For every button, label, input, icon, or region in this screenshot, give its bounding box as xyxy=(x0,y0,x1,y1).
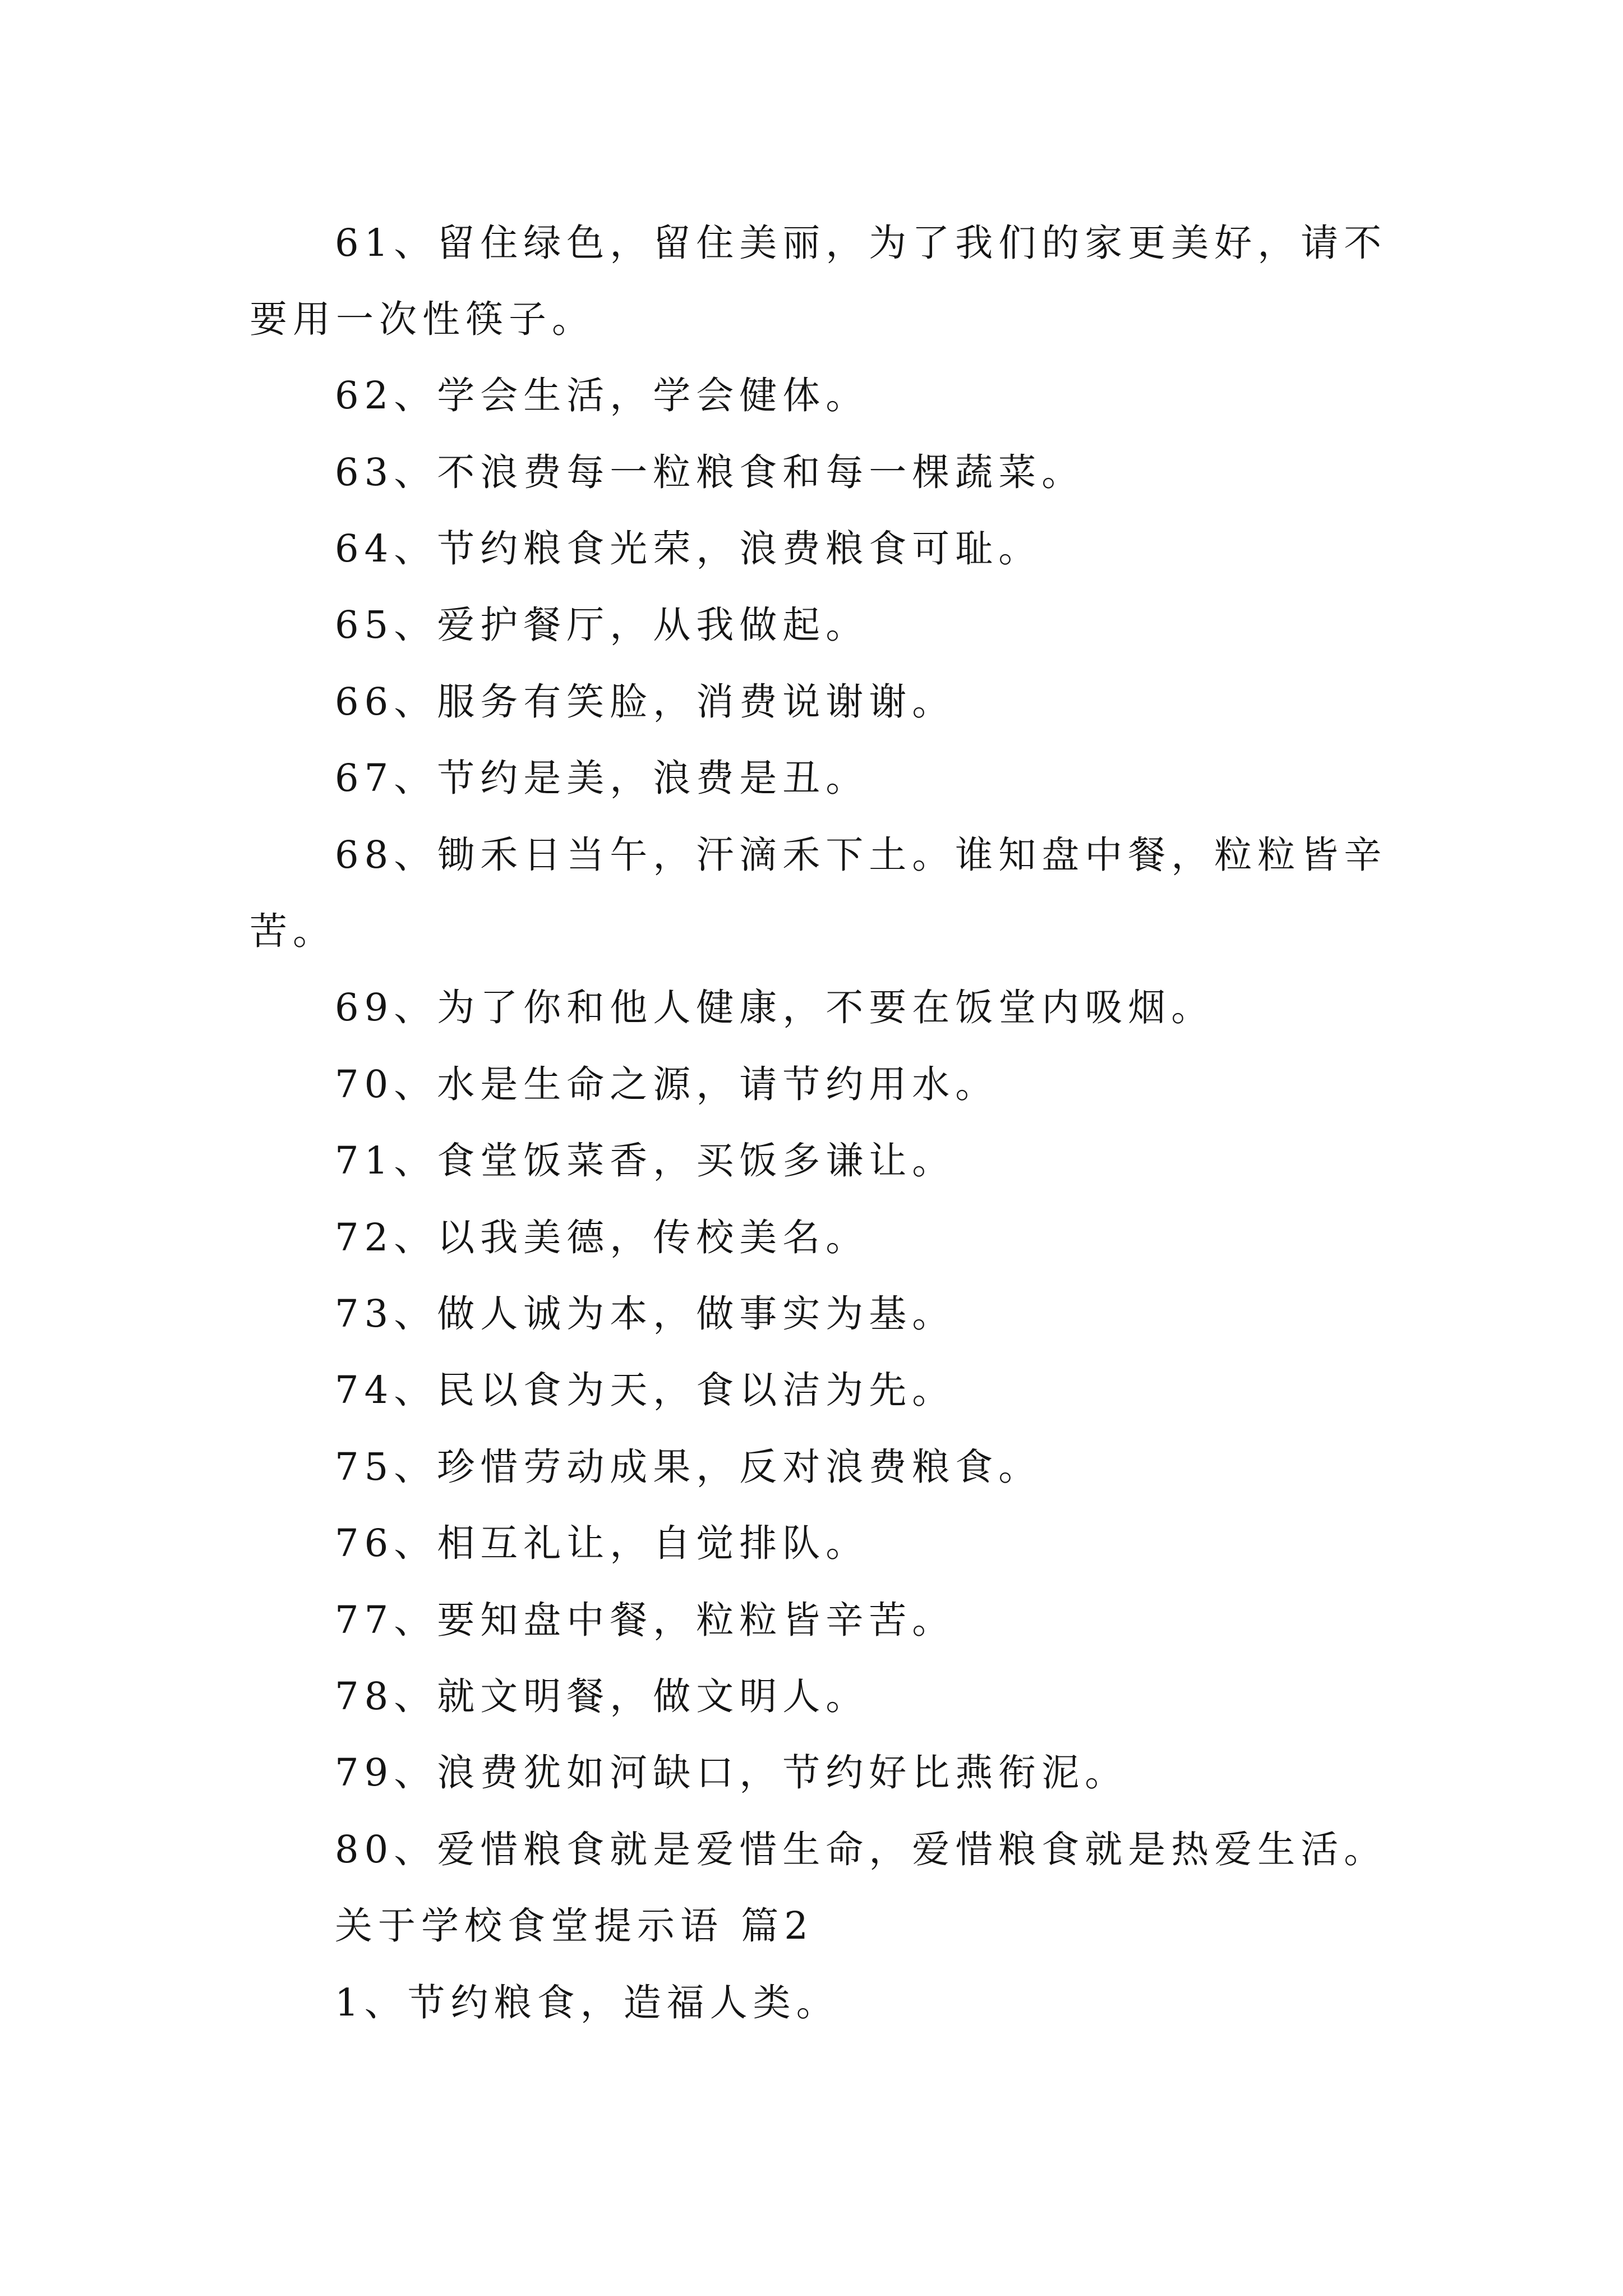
slogan-61: 61、留住绿色，留住美丽，为了我们的家更美好，请不要用一次性筷子。 xyxy=(250,221,1387,341)
slogan-79: 79、浪费犹如河缺口，节约好比燕衔泥。 xyxy=(335,1751,1128,1795)
slogan-77: 77、要知盘中餐，粒粒皆辛苦。 xyxy=(335,1598,956,1642)
slogan-67: 67、节约是美，浪费是丑。 xyxy=(335,756,869,800)
slogan-69: 69、为了你和他人健康，不要在饭堂内吸烟。 xyxy=(335,986,1215,1029)
slogan-71: 71、食堂饭菜香，买饭多谦让。 xyxy=(335,1139,956,1182)
slogan-72: 72、以我美德，传校美名。 xyxy=(335,1216,869,1259)
slogan-75: 75、珍惜劳动成果，反对浪费粮食。 xyxy=(335,1445,1042,1489)
slogan-66: 66、服务有笑脸，消费说谢谢。 xyxy=(335,680,956,724)
slogan-63: 63、不浪费每一粒粮食和每一棵蔬菜。 xyxy=(335,450,1085,494)
section-heading: 关于学校食堂提示语 篇2 xyxy=(335,1904,814,1948)
slogan-65: 65、爱护餐厅，从我做起。 xyxy=(335,603,869,647)
slogan-74: 74、民以食为天，食以洁为先。 xyxy=(335,1368,956,1412)
slogan-73: 73、做人诚为本，做事实为基。 xyxy=(335,1292,956,1336)
slogan-76: 76、相互礼让，自觉排队。 xyxy=(335,1521,869,1565)
slogan-62: 62、学会生活，学会健体。 xyxy=(335,374,869,417)
slogan-64: 64、节约粮食光荣，浪费粮食可耻。 xyxy=(335,527,1042,570)
slogan-80: 80、爱惜粮食就是爱惜生命，爱惜粮食就是热爱生活。 xyxy=(335,1828,1387,1871)
slogan-70: 70、水是生命之源，请节约用水。 xyxy=(335,1062,999,1106)
slogan-68: 68、锄禾日当午，汗滴禾下土。谁知盘中餐，粒粒皆辛苦。 xyxy=(250,833,1387,953)
slogan-78: 78、就文明餐，做文明人。 xyxy=(335,1674,869,1718)
slogan-1: 1、节约粮食，造福人类。 xyxy=(335,1981,840,2024)
